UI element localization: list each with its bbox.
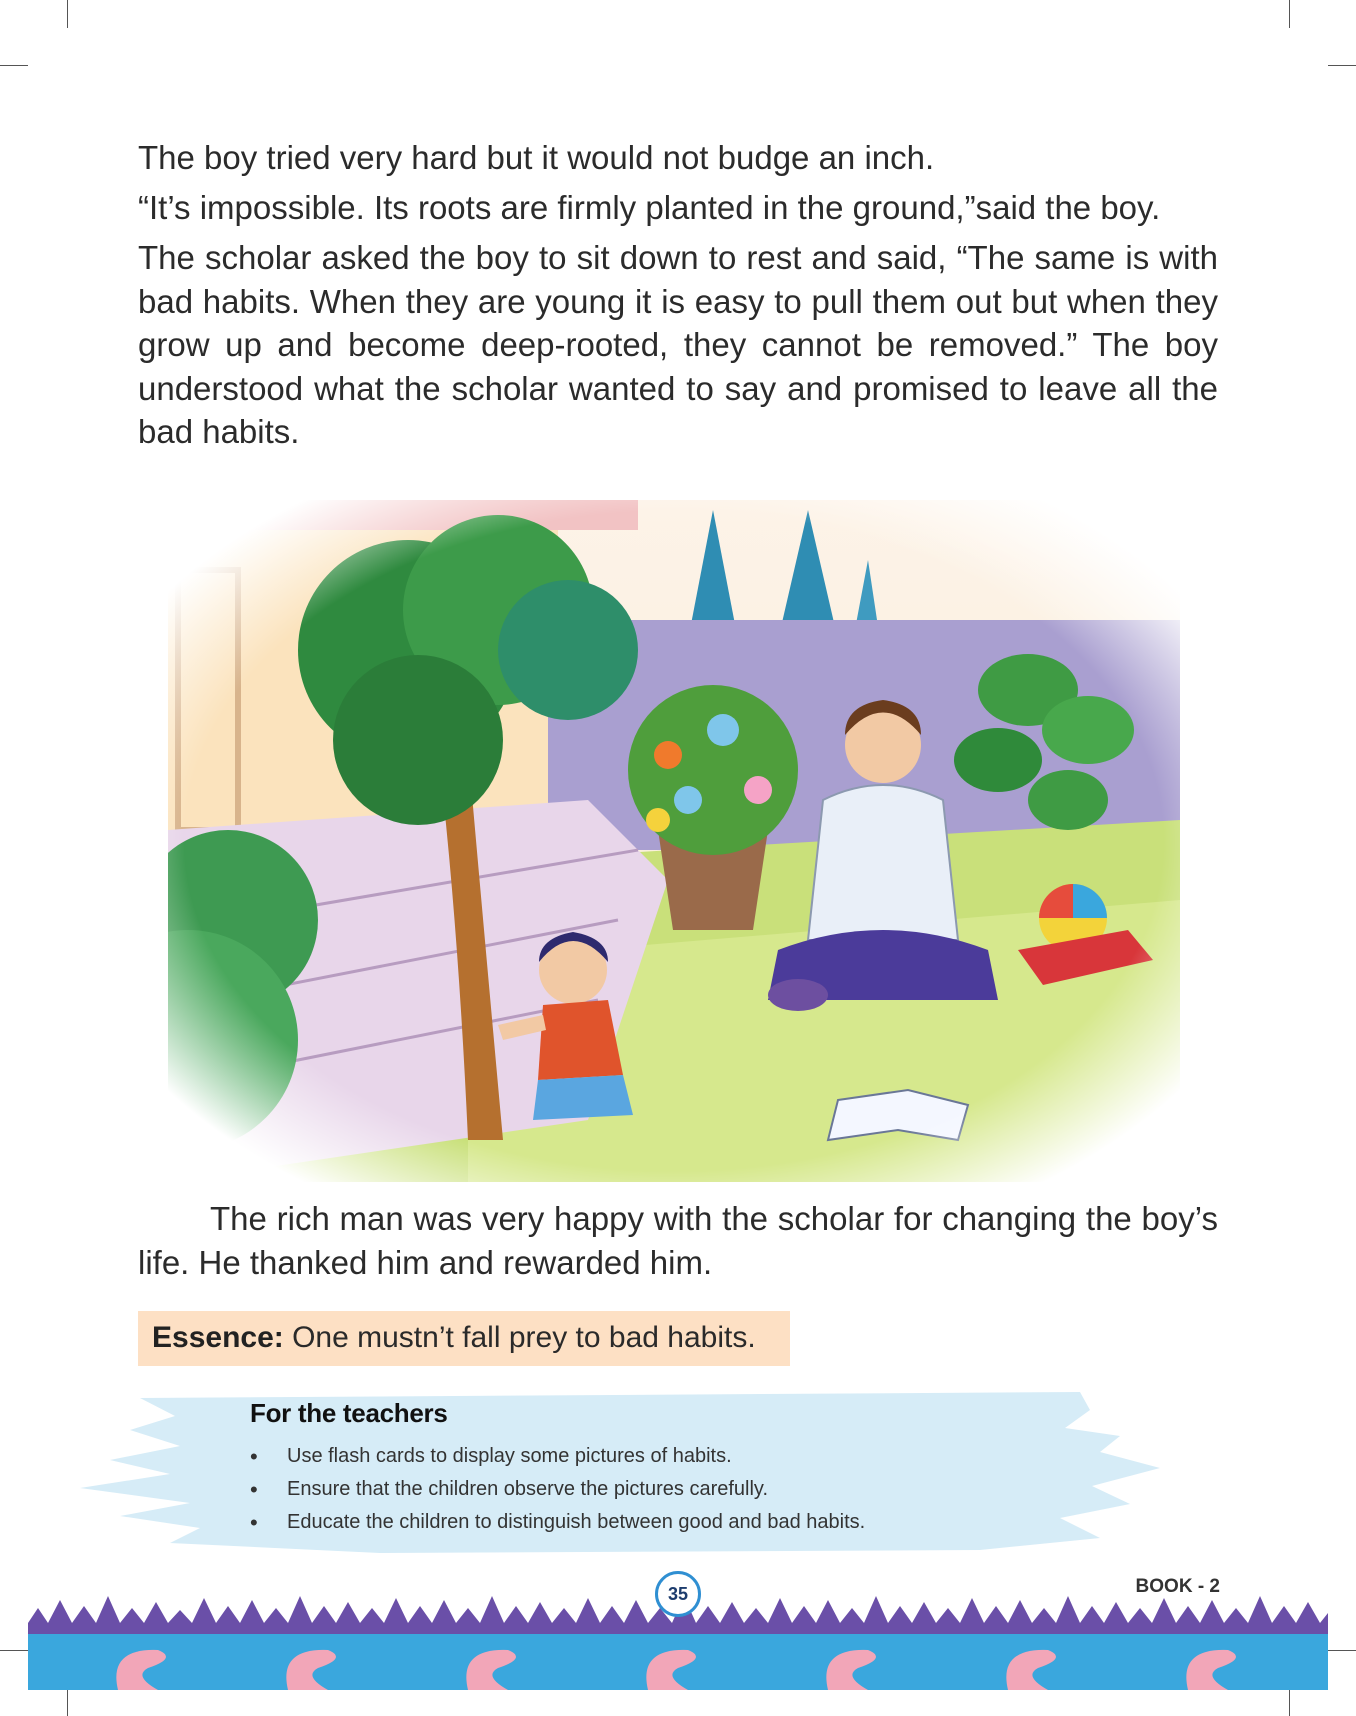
teachers-list <box>250 1440 865 1539</box>
page-number: 35 <box>655 1571 701 1617</box>
crop-mark <box>0 65 28 66</box>
garden-illustration <box>168 500 1180 1182</box>
crop-mark <box>67 1690 68 1716</box>
essence-label: Essence: <box>152 1321 284 1354</box>
crop-mark <box>1289 0 1290 28</box>
crop-mark <box>67 0 68 28</box>
list-item: • Educate the children to distinguish between good and bad habits. <box>250 1506 865 1539</box>
story-paragraph: “It’s impossible. Its roots are firmly planted in the ground,”said the boy. <box>138 189 1161 226</box>
crop-mark <box>1328 65 1356 66</box>
story-paragraph: The boy tried very hard but it would not budge an inch. <box>138 139 935 176</box>
book-label: BOOK - 2 <box>1135 1576 1220 1597</box>
list-item: • Use flash cards to display some pictures of habits. <box>250 1440 865 1473</box>
crop-mark <box>1289 1690 1290 1716</box>
crop-mark <box>1328 1650 1356 1651</box>
story-paragraph: The scholar asked the boy to sit down to rest and said, “The same is with bad habits. When they are young it is easy to pull them out but when they grow up and become deep-rooted, they cannot be removed.” The boy understood what the scholar wanted to say and promised to leave all the bad habits. <box>138 239 1218 450</box>
essence-text: One mustn’t fall prey to bad habits. <box>292 1321 756 1354</box>
list-item: • Ensure that the children observe the pictures carefully. <box>250 1473 865 1506</box>
crop-mark <box>0 1650 28 1651</box>
essence-box <box>138 1311 790 1366</box>
teachers-title: For the teachers <box>250 1398 448 1428</box>
story-paragraph: The rich man was very happy with the scholar for changing the boy’s life. He thanked him and rewarded him. <box>138 1200 1218 1281</box>
